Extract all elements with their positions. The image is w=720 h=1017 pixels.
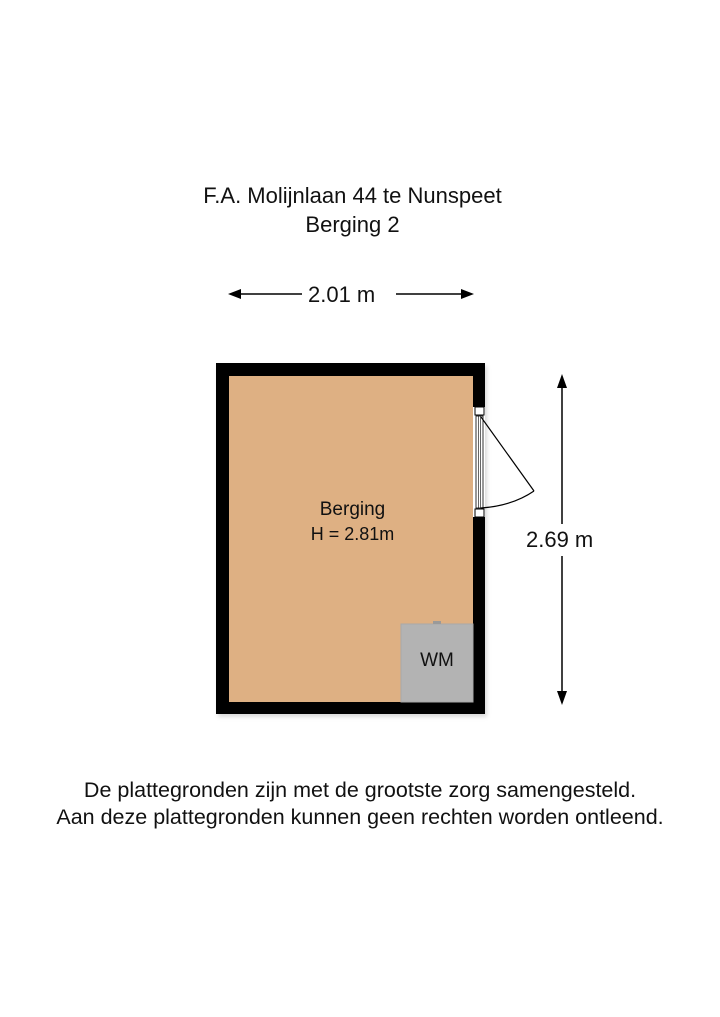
door[interactable] xyxy=(473,407,534,517)
ceiling-height-label: H = 2.81m xyxy=(310,524,395,544)
disclaimer-line-1: De plattegronden zijn met de grootste zorg samengesteld. xyxy=(83,778,637,802)
height-dimension-label: 2.69 m xyxy=(520,527,599,553)
width-dimension-label: 2.01 m xyxy=(302,282,381,308)
room-name-label: Berging xyxy=(319,499,386,520)
address-title: F.A. Molijnlaan 44 te Nunspeet xyxy=(203,183,502,208)
disclaimer-line-2: Aan deze plattegronden kunnen geen rechten worden ontleend. xyxy=(56,805,664,829)
washing-machine-label: WM xyxy=(420,650,454,671)
floor-subtitle: Berging 2 xyxy=(305,212,400,237)
